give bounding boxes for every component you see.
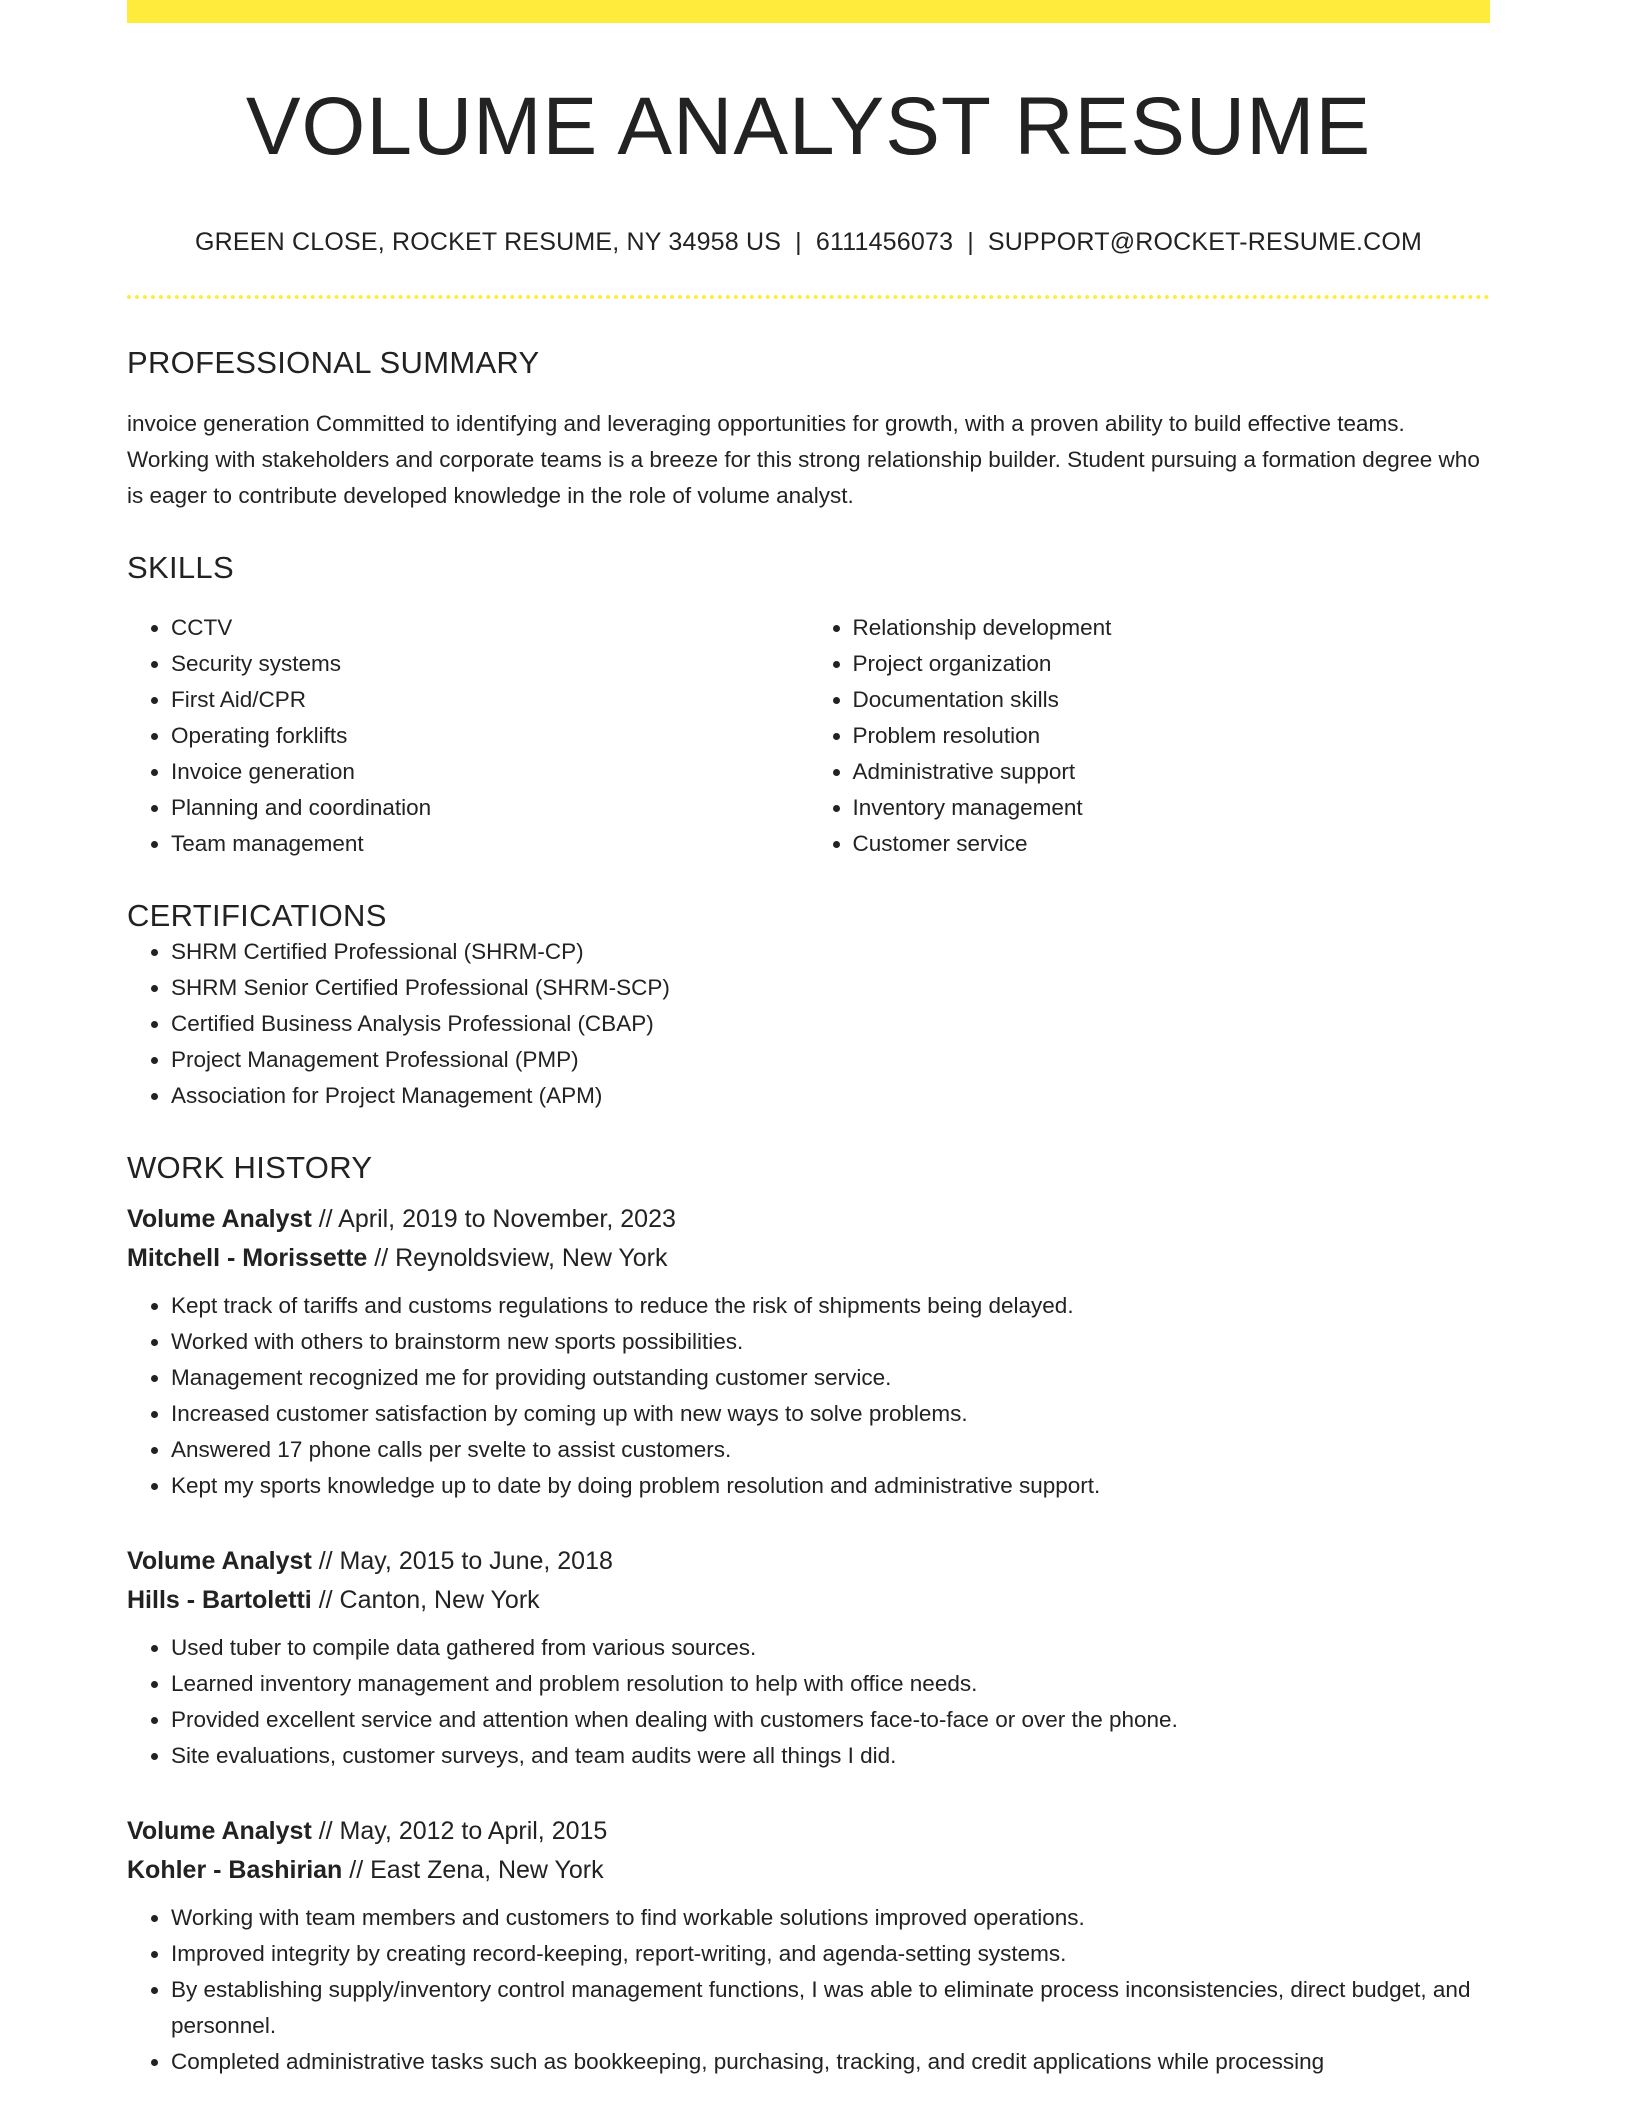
duty-item: • Answered 17 phone calls per svelte to assist customers. xyxy=(171,1432,1490,1468)
summary-text: invoice generation Committed to identifying and leveraging opportunities for growth, with a proven ability to build effective teams. Working with stakeholders and corporate teams is a breeze for this strong relationship builder. Student pursuing a formation degree who is eager to contribute developed knowledge in the role of volume analyst. xyxy=(127,411,1480,509)
skill-item: • CCTV xyxy=(171,610,809,646)
company-name: Hills - Bartoletti xyxy=(127,1586,312,1615)
contact-separator: | xyxy=(967,228,974,257)
skill-item: • Relationship development xyxy=(853,610,1491,646)
email-address: SUPPORT@ROCKET-RESUME.COM xyxy=(987,228,1423,257)
duty-item: • Used tuber to compile data gathered from various sources. xyxy=(171,1630,1490,1666)
certification-item: • SHRM Senior Certified Professional (SHRM-SCP) xyxy=(171,970,1490,1006)
company-name: Mitchell - Morissette xyxy=(127,1244,368,1273)
certification-item: • Association for Project Management (APM) xyxy=(171,1078,1490,1114)
duty-item: • By establishing supply/inventory control management functions, I was able to eliminate process inconsistencies, direct budget, and personnel. xyxy=(171,1972,1490,2044)
summary-heading: PROFESSIONAL SUMMARY xyxy=(127,345,540,381)
contact-separator: | xyxy=(795,228,802,257)
certification-item: • SHRM Certified Professional (SHRM-CP) xyxy=(171,934,1490,970)
duty-item: • Provided excellent service and attention when dealing with customers face-to-face or over the phone. xyxy=(171,1702,1490,1738)
job-duties xyxy=(127,1630,1490,1774)
skill-item: • Team management xyxy=(171,826,809,862)
skill-item: • Operating forklifts xyxy=(171,718,809,754)
job-title: Volume Analyst xyxy=(127,1205,312,1234)
job-location: // East Zena, New York xyxy=(342,1856,604,1885)
contact-line xyxy=(127,228,1490,257)
phone-number: 6111456073 xyxy=(815,228,954,257)
header-divider xyxy=(127,295,1490,299)
job-company-line xyxy=(127,1851,1490,1890)
skills-column-left xyxy=(127,610,809,862)
duty-item: • Completed administrative tasks such as bookkeeping, purchasing, tracking, and credit applications while processing xyxy=(171,2044,1490,2080)
job-dates: // May, 2012 to April, 2015 xyxy=(311,1817,608,1846)
skill-item: • Invoice generation xyxy=(171,754,809,790)
duty-item: • Increased customer satisfaction by coming up with new ways to solve problems. xyxy=(171,1396,1490,1432)
job-location: // Canton, New York xyxy=(311,1586,540,1615)
job-location: // Reynoldsview, New York xyxy=(367,1244,668,1273)
skills-column-right xyxy=(809,610,1491,862)
job-duties xyxy=(127,1288,1490,1504)
job-title: Volume Analyst xyxy=(127,1817,312,1846)
duty-item: • Kept my sports knowledge up to date by doing problem resolution and administrative support. xyxy=(171,1468,1490,1504)
job-duties xyxy=(127,1900,1490,2080)
skill-item: • Project organization xyxy=(853,646,1491,682)
skill-item: • Documentation skills xyxy=(853,682,1491,718)
skills-heading: SKILLS xyxy=(127,550,234,586)
job-company-line xyxy=(127,1581,1490,1620)
duty-item: • Management recognized me for providing outstanding customer service. xyxy=(171,1360,1490,1396)
job-title: Volume Analyst xyxy=(127,1547,312,1576)
top-accent-bar xyxy=(127,0,1490,23)
skill-item: • Customer service xyxy=(853,826,1491,862)
skills-list xyxy=(127,610,1490,862)
company-name: Kohler - Bashirian xyxy=(127,1856,343,1885)
resume-page xyxy=(127,0,1490,2080)
job-title-line xyxy=(127,1812,1490,1851)
skill-item: • Inventory management xyxy=(853,790,1491,826)
duty-item: • Learned inventory management and problem resolution to help with office needs. xyxy=(171,1666,1490,1702)
job-entry xyxy=(127,1542,1490,1774)
job-company-line xyxy=(127,1239,1490,1278)
skill-item: • Planning and coordination xyxy=(171,790,809,826)
certifications-list xyxy=(127,934,1490,1114)
duty-item: • Worked with others to brainstorm new sports possibilities. xyxy=(171,1324,1490,1360)
skill-item: • Administrative support xyxy=(853,754,1491,790)
skill-item: • Problem resolution xyxy=(853,718,1491,754)
page-title: VOLUME ANALYST RESUME xyxy=(245,81,1372,172)
duty-item: • Site evaluations, customer surveys, and team audits were all things I did. xyxy=(171,1738,1490,1774)
duty-item: • Improved integrity by creating record-keeping, report-writing, and agenda-setting systems. xyxy=(171,1936,1490,1972)
job-entry xyxy=(127,1200,1490,1504)
job-dates: // May, 2015 to June, 2018 xyxy=(311,1547,613,1576)
certification-item: • Project Management Professional (PMP) xyxy=(171,1042,1490,1078)
skill-item: • Security systems xyxy=(171,646,809,682)
job-entry xyxy=(127,1812,1490,2080)
duty-item: • Kept track of tariffs and customs regulations to reduce the risk of shipments being delayed. xyxy=(171,1288,1490,1324)
skill-item: • First Aid/CPR xyxy=(171,682,809,718)
job-title-line xyxy=(127,1200,1490,1239)
job-title-line xyxy=(127,1542,1490,1581)
certification-item: • Certified Business Analysis Professional (CBAP) xyxy=(171,1006,1490,1042)
job-dates: // April, 2019 to November, 2023 xyxy=(311,1205,676,1234)
duty-item: • Working with team members and customers to find workable solutions improved operations. xyxy=(171,1900,1490,1936)
address: GREEN CLOSE, ROCKET RESUME, NY 34958 US xyxy=(194,228,782,257)
certifications-heading: CERTIFICATIONS xyxy=(127,898,387,934)
work-history-heading: WORK HISTORY xyxy=(127,1150,373,1186)
